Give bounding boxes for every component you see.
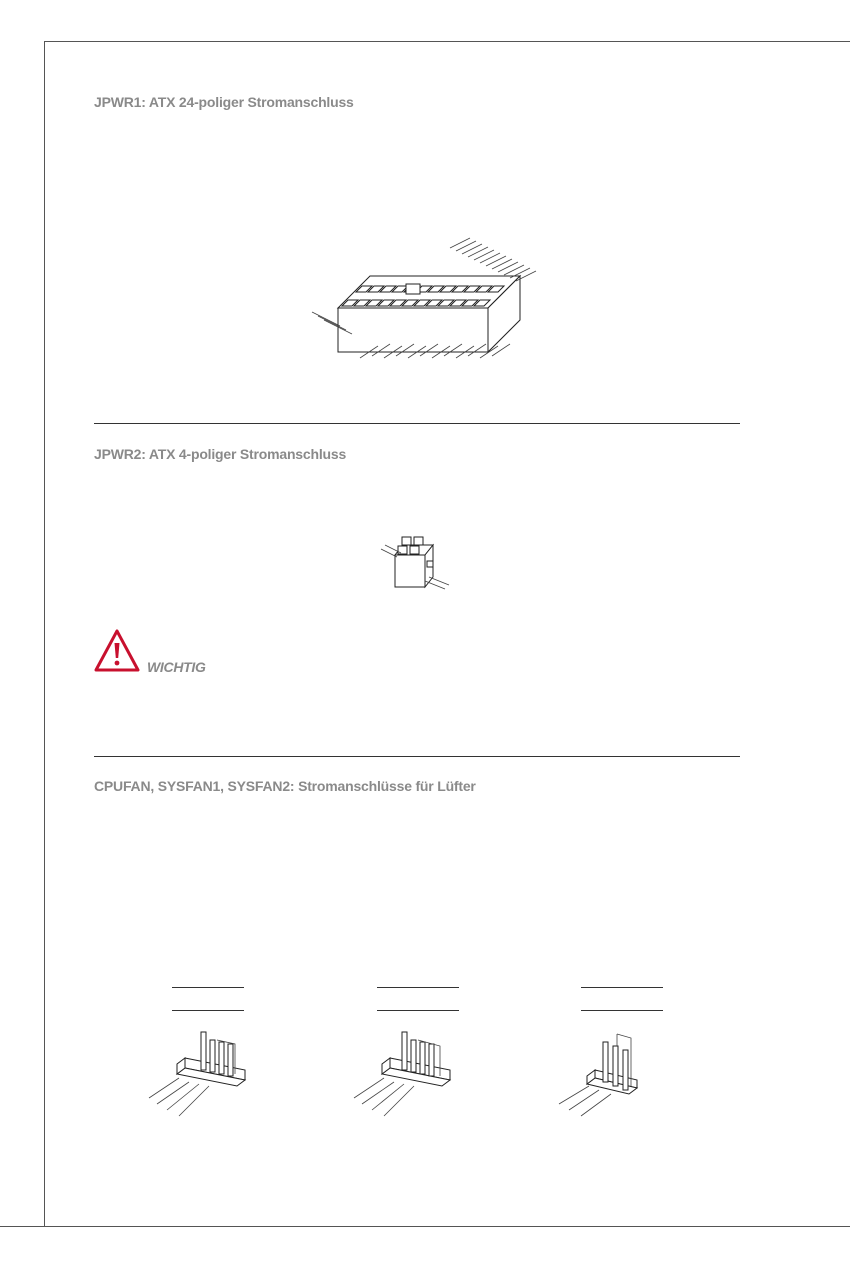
sysfan1-connector-illustration [350, 1028, 460, 1124]
divider-1 [94, 423, 740, 424]
jpwr1-heading: JPWR1: ATX 24-poliger Stromanschluss [94, 94, 354, 110]
page-frame-left [44, 41, 45, 1227]
fan1-label-line-top [172, 987, 244, 988]
page-frame-bottom [0, 1226, 850, 1227]
fan3-label-line-top [581, 987, 663, 988]
jpwr2-heading: JPWR2: ATX 4-poliger Stromanschluss [94, 446, 347, 462]
fan1-label-line-bottom [172, 1010, 244, 1011]
atx-24pin-connector-illustration [300, 228, 530, 368]
fan3-label-line-bottom [581, 1010, 663, 1011]
fans-heading: CPUFAN, SYSFAN1, SYSFAN2: Stromanschlüsse für Lüfter [94, 778, 476, 794]
atx-4pin-connector-illustration [375, 535, 455, 595]
sysfan2-connector-illustration [555, 1030, 665, 1126]
notice-label: WICHTIG [147, 659, 206, 675]
cpufan-connector-illustration [145, 1028, 255, 1124]
fan2-label-line-bottom [377, 1010, 459, 1011]
page-frame-top [44, 41, 850, 42]
fan2-label-line-top [377, 987, 459, 988]
divider-2 [94, 756, 740, 757]
warning-triangle-icon [93, 628, 141, 674]
